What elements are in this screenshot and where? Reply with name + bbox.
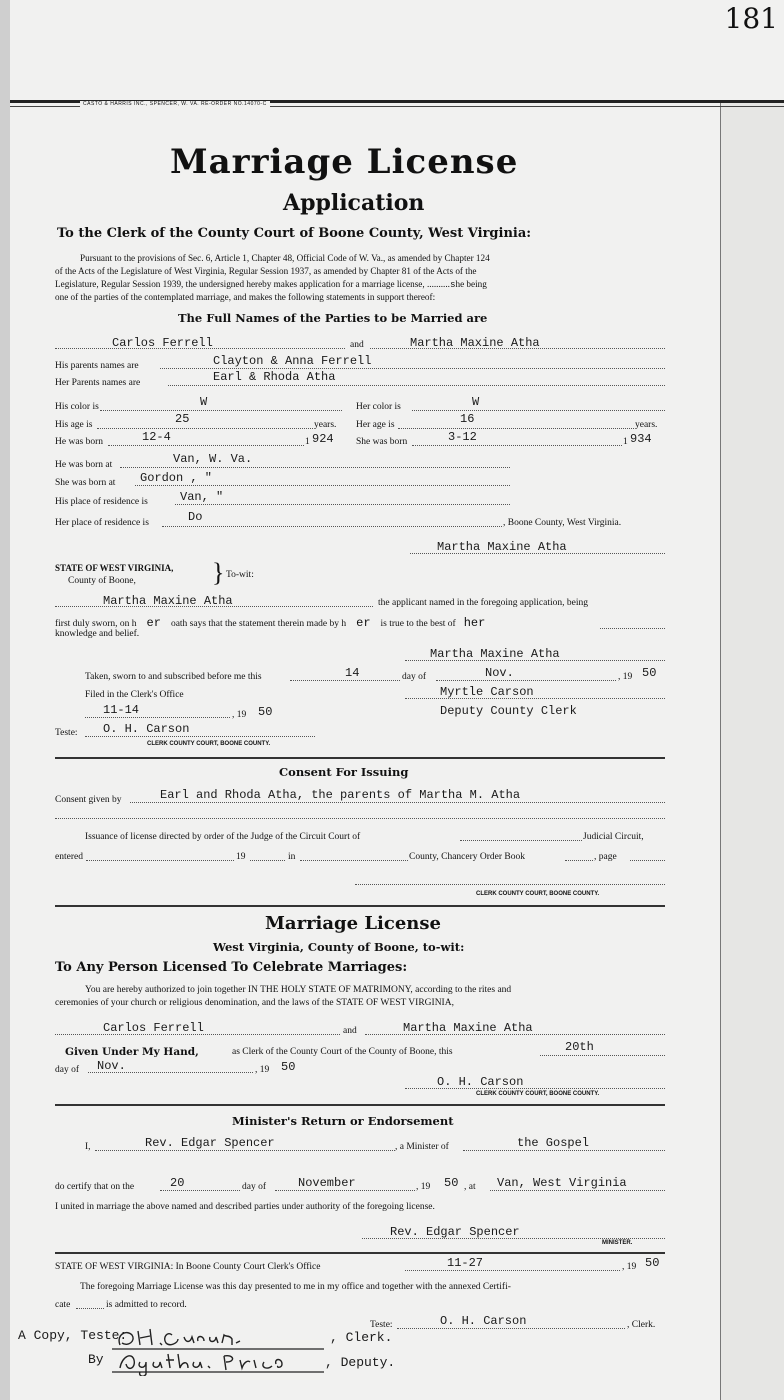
license-caption: CLERK COUNTY COURT, BOONE COUNTY. [476, 1091, 600, 1097]
license-and: and [343, 1026, 357, 1036]
entered-label: entered [55, 852, 83, 862]
she-born-line [412, 445, 622, 446]
recording-date-line [405, 1270, 620, 1271]
his-color-line [100, 410, 342, 411]
consent-heading: Consent For Issuing [279, 765, 409, 779]
applicant-signature: Martha Maxine Atha [437, 540, 567, 554]
parties-heading: The Full Names of the Parties to be Married are [178, 311, 488, 325]
entered-year-line [250, 860, 285, 861]
her-age-line [398, 428, 634, 429]
recording-line-2: The foregoing Marriage License was this day presented to me in my office and together with the annexed Certifi- [80, 1282, 511, 1292]
sworn-day-of: day of [402, 672, 427, 682]
brace: } [212, 558, 225, 587]
bride-name-line [370, 348, 665, 349]
preamble-line-3: Legislature, Regular Session 1939, the undersigned hereby makes application for a marriage license, ..........she being [55, 279, 487, 290]
filed-clerk-line [405, 698, 665, 699]
certify-day-of: day of [242, 1182, 267, 1192]
his-age-line [97, 428, 313, 429]
his-residence-value: Van, " [180, 490, 224, 504]
consent-caption: CLERK COUNTY COURT, BOONE COUNTY. [476, 891, 600, 897]
a-minister-of: , a Minister of [395, 1142, 449, 1152]
license-address: To Any Person Licensed To Celebrate Marriages: [55, 960, 408, 975]
recording-19: , 19 [622, 1262, 637, 1272]
his-parents-value: Clayton & Anna Ferrell [213, 354, 372, 368]
license-clerk-line [405, 1088, 665, 1089]
his-parents-line [160, 368, 665, 369]
recording-date: 11-27 [447, 1256, 484, 1270]
license-clerk: O. H. Carson [437, 1075, 524, 1089]
certify-year: 50 [444, 1176, 459, 1190]
her-parents-label: Her Parents names are [55, 378, 141, 388]
recording-year: 50 [645, 1256, 660, 1270]
section-rule-2 [55, 905, 665, 907]
sworn-year: 50 [642, 666, 657, 680]
license-month-line [88, 1072, 253, 1073]
license-year: 50 [281, 1060, 296, 1074]
oath-her-line [600, 628, 665, 629]
his-years-label: years. [314, 420, 337, 430]
recording-admitted: is admitted to record. [106, 1300, 187, 1310]
his-color-value: W [200, 395, 208, 409]
minister-name-line [95, 1150, 395, 1151]
to-clerk-heading: To the Clerk of the County Court of Boone County, West Virginia: [57, 226, 532, 241]
given-day: 20th [565, 1040, 594, 1054]
filed-label: Filed in the Clerk's Office [85, 690, 184, 700]
page-label: , page [594, 852, 617, 862]
he-born-date: 12-4 [142, 430, 171, 444]
given-day-line [540, 1055, 665, 1056]
her-residence-line [162, 526, 502, 527]
she-born-century: 1 [623, 437, 628, 447]
certify-day: 20 [170, 1176, 185, 1190]
she-born-at-value: Gordon , " [140, 471, 213, 485]
oath-signature: Martha Maxine Atha [430, 647, 560, 661]
given-text: as Clerk of the County Court of the County of Boone, this [232, 1047, 453, 1057]
minister-signature-line [362, 1238, 665, 1239]
sworn-month: Nov. [485, 666, 514, 680]
state-line: STATE OF WEST VIRGINIA, [55, 563, 174, 573]
preamble-line-4: one of the parties of the contemplated marriage, and makes the following statements in support thereof: [55, 292, 436, 302]
consent-line [130, 802, 665, 803]
entered-line [86, 860, 234, 861]
his-color-label: His color is [55, 402, 99, 412]
license-day-of: day of [55, 1065, 80, 1075]
copy-teste-label: A Copy, Teste: [18, 1328, 128, 1343]
minister-caption: MINISTER. [602, 1240, 633, 1246]
teste-caption: CLERK COUNTY COURT, BOONE COUNTY. [147, 741, 271, 747]
oath-text-3: knowledge and belief. [55, 629, 140, 639]
her-age-label: Her age is [356, 420, 395, 430]
license-subtitle: West Virginia, County of Boone, to-wit: [213, 940, 465, 954]
minister-signature: Rev. Edgar Spencer [390, 1225, 520, 1239]
and-label: and [350, 340, 364, 350]
license-month: Nov. [97, 1059, 126, 1073]
copy-by-label: By [88, 1352, 104, 1367]
recording-clerk: , Clerk. [627, 1320, 656, 1330]
certify-month: November [298, 1176, 356, 1190]
copy-clerk-label: , Clerk. [330, 1330, 393, 1345]
county-line: County of Boone, [68, 576, 136, 586]
recording-line-1: STATE OF WEST VIRGINIA: In Boone County Court Clerk's Office [55, 1262, 321, 1272]
filed-date: 11-14 [103, 703, 140, 717]
in-line [300, 860, 408, 861]
consent-clerk-line [355, 884, 665, 885]
certify-month-line [275, 1190, 415, 1191]
she-born-year: 934 [630, 432, 652, 446]
circuit-line [460, 840, 582, 841]
he-born-century: 1 [305, 437, 310, 447]
county-order-label: County, Chancery Order Book [409, 852, 525, 862]
applicant-signature-line [410, 553, 665, 554]
section-rule-3 [55, 1104, 665, 1106]
page-line [630, 860, 665, 861]
sworn-day: 14 [345, 666, 360, 680]
his-age-value: 25 [175, 412, 190, 426]
her-parents-line [168, 385, 665, 386]
recording-cate: cate [55, 1300, 71, 1310]
printer-credit: CASTO & HARRIS INC., SPENCER, W. VA. RE-ORDER NO.14070-C [80, 101, 270, 107]
license-19: , 19 [255, 1065, 270, 1075]
deputy-signature [112, 1348, 327, 1376]
teste-label: Teste: [55, 728, 78, 738]
she-born-at-line [135, 485, 510, 486]
sworn-19: , 19 [618, 672, 633, 682]
minister-church: the Gospel [517, 1136, 590, 1150]
certify-19: , 19 [416, 1182, 431, 1192]
her-parents-value: Earl & Rhoda Atha [213, 370, 336, 384]
she-born-at-label: She was born at [55, 478, 116, 488]
her-years-label: years. [635, 420, 658, 430]
oath-signature-line [405, 660, 665, 661]
filed-date-line [85, 717, 230, 718]
her-residence-label: Her place of residence is [55, 518, 149, 528]
license-groom: Carlos Ferrell [103, 1021, 204, 1035]
her-color-line [412, 410, 665, 411]
he-born-at-value: Van, W. Va. [173, 452, 253, 466]
her-color-value: W [472, 395, 480, 409]
judicial-circuit: Judicial Circuit, [583, 832, 644, 842]
license-bride-line [365, 1034, 665, 1035]
preamble-line-2: of the Acts of the Legislature of West Virginia, Regular Session 1937, as amended by Chapter 81 of the Acts of the [55, 266, 477, 276]
sworn-day-line [290, 680, 400, 681]
her-residence-value: Do [188, 510, 203, 524]
she-born-label: She was born [356, 437, 408, 447]
her-color-label: Her color is [356, 402, 401, 412]
license-groom-line [55, 1034, 340, 1035]
filed-clerk-name: Myrtle Carson [440, 685, 534, 699]
filed-year: 50 [258, 705, 273, 719]
form-title: Marriage License [170, 142, 519, 182]
license-body-1: You are hereby authorized to join together IN THE HOLY STATE OF MATRIMONY, according to the rites and [85, 985, 512, 995]
certify-at: , at [464, 1182, 476, 1192]
copy-deputy-label: , Deputy. [325, 1355, 396, 1370]
to-wit: To-wit: [226, 570, 254, 580]
her-age-value: 16 [460, 412, 475, 426]
book-line [565, 860, 593, 861]
issuance-text: Issuance of license directed by order of the Judge of the Circuit Court of [85, 832, 361, 842]
oath-name: Martha Maxine Atha [103, 594, 233, 608]
united-text: I united in marriage the above named and described parties under authority of the foregoing license. [55, 1202, 435, 1212]
consent-line-2 [55, 818, 665, 819]
license-bride: Martha Maxine Atha [403, 1021, 533, 1035]
filed-19: , 19 [232, 710, 247, 720]
in-label: in [288, 852, 296, 862]
preamble-line-1: Pursuant to the provisions of Sec. 6, Article 1, Chapter 48, Official Code of W. Va., as amended by Chapter 124 [80, 253, 490, 263]
groom-name: Carlos Ferrell [112, 336, 213, 350]
section-rule-1 [55, 757, 665, 759]
oath-text-1: the applicant named in the foregoing application, being [378, 598, 588, 608]
sworn-month-line [436, 680, 616, 681]
consent-value: Earl and Rhoda Atha, the parents of Martha M. Atha [160, 788, 521, 802]
he-born-year: 924 [312, 432, 334, 446]
oath-text-2: first duly sworn, on h er oath says that the statement therein made by h er is true to the best of her [55, 616, 486, 630]
certify-place-line [490, 1190, 665, 1191]
license-body-2: ceremonies of your church or religious denomination, and the laws of the STATE OF WEST VIRGINIA, [55, 998, 454, 1008]
recording-cate-line [76, 1308, 104, 1309]
his-residence-label: His place of residence is [55, 497, 148, 507]
recording-teste: Teste: [370, 1320, 393, 1330]
entered-19: 19 [236, 852, 246, 862]
teste-name: O. H. Carson [103, 722, 190, 736]
groom-name-line [55, 348, 345, 349]
license-title: Marriage License [265, 913, 441, 934]
minister-name: Rev. Edgar Spencer [145, 1136, 275, 1150]
certify-place: Van, West Virginia [497, 1176, 627, 1190]
certify-label: do certify that on the [55, 1182, 135, 1192]
recording-teste-line [397, 1328, 625, 1329]
form-subtitle: Application [283, 190, 425, 216]
sworn-label: Taken, sworn to and subscribed before me this [85, 672, 262, 682]
bride-name: Martha Maxine Atha [410, 336, 540, 350]
his-residence-line [175, 504, 510, 505]
she-born-date: 3-12 [448, 430, 477, 444]
recording-teste-name: O. H. Carson [440, 1314, 527, 1328]
he-born-at-line [120, 467, 510, 468]
section-rule-4 [55, 1252, 665, 1254]
page-number: 181 [724, 2, 778, 35]
given-under-hand: Given Under My Hand, [65, 1046, 199, 1058]
he-born-line [108, 445, 304, 446]
minister-i: I, [85, 1142, 91, 1152]
he-born-label: He was born [55, 437, 104, 447]
oath-name-line [55, 606, 373, 607]
filed-clerk-title: Deputy County Clerk [440, 704, 577, 718]
teste-line [85, 736, 315, 737]
his-parents-label: His parents names are [55, 361, 139, 371]
his-age-label: His age is [55, 420, 93, 430]
minister-heading: Minister's Return or Endorsement [232, 1114, 454, 1128]
adjacent-page-edge [720, 100, 784, 1400]
minister-church-line [463, 1150, 665, 1151]
county-suffix: , Boone County, West Virginia. [503, 518, 622, 528]
consent-label: Consent given by [55, 795, 122, 805]
he-born-at-label: He was born at [55, 460, 113, 470]
certify-day-line [160, 1190, 240, 1191]
